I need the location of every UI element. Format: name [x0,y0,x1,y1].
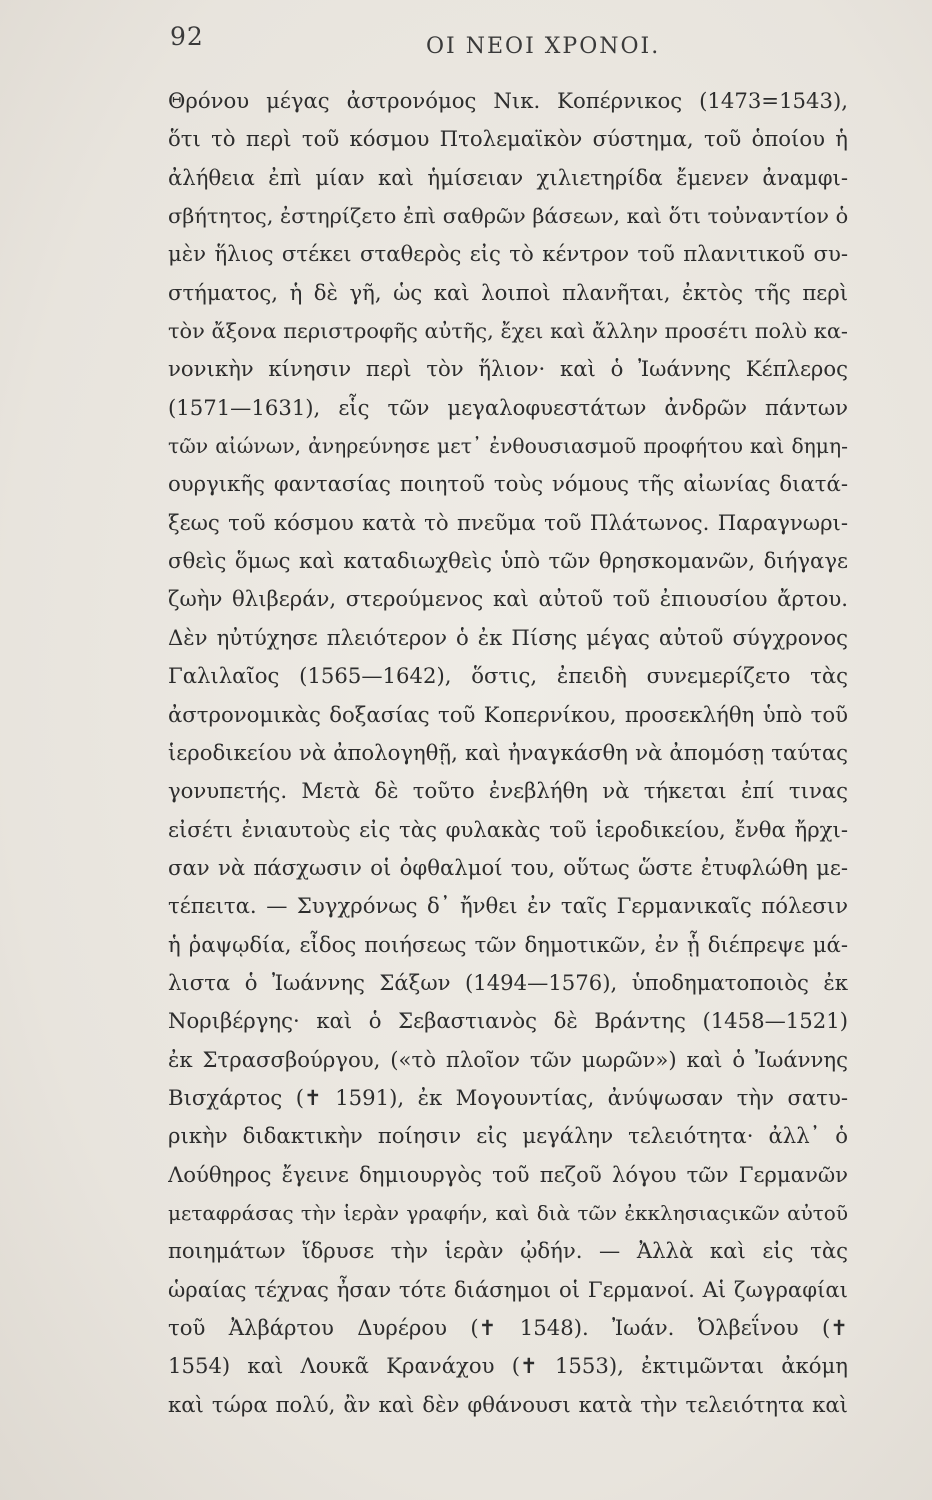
text-line: σαν νὰ πάσχωσιν οἱ ὀφθαλμοί του, οὕτως ὥστε ἐτυφλώθη με- [168,854,848,880]
text-line: στήματος, ἡ δὲ γῆ, ὡς καὶ λοιποὶ πλανῆται, ἐκτὸς τῆς περὶ [168,279,848,305]
page-number: 92 [170,22,204,51]
text-line: Θρόνου μέγας ἀστρονόμος Νικ. Κοπέρνικος (1473=1543), [168,88,848,113]
text-line: μεταφράσας τὴν ἱερὰν γραφήν, καὶ διὰ τῶν ἐκκλησιαςικῶν αὐτοῦ [168,1200,848,1225]
text-line: ἱεροδικείου νὰ ἀπολογηθῇ, καὶ ἠναγκάσθη νὰ ἀπομόσῃ ταύτας [168,739,848,765]
text-line: ἐκ Στρασσβούργου, («τὸ πλοῖον τῶν μωρῶν») καὶ ὁ Ἰωάννης [168,1046,848,1072]
text-line: σθεὶς ὅμως καὶ καταδιωχθεὶς ὑπὸ τῶν θρησκομανῶν, διήγαγε [168,548,848,574]
text-line: Νοριβέργης· καὶ ὁ Σεβαστιανὸς δὲ Βράντης (1458—1521) [168,1008,848,1034]
running-title: ΟΙ ΝΕΟΙ ΧΡΟΝΟΙ. [426,34,661,59]
text-line: τῶν αἰώνων, ἀνηρεύνησε μετ᾽ ἐνθουσιασμοῦ προφήτου καὶ δημη- [168,434,848,459]
text-line: ἀλήθεια ἐπὶ μίαν καὶ ἡμίσειαν χιλιετηρίδα ἔμενεν ἀναμφι- [168,164,848,190]
text-line: νονικὴν κίνησιν περὶ τὸν ἥλιον· καὶ ὁ Ἰωάννης Κέπλερος [168,356,848,382]
text-line: σβήτητος, ἐστηρίζετο ἐπὶ σαθρῶν βάσεων, καὶ ὅτι τοὐναντίον ὁ [168,204,848,229]
text-line: τοῦ Ἀλβάρτου Δυρέρου (✝ 1548). Ἰωάν. Ὀλβεΐνου (✝ [168,1315,848,1340]
text-line: ὡραίας τέχνας ἦσαν τότε διάσημοι οἱ Γερμανοί. Αἱ ζωγραφίαι [168,1276,848,1302]
text-line: Γαλιλαῖος (1565—1642), ὅστις, ἐπειδὴ συνεμερίζετο τὰς [168,663,848,689]
text-line: ρικὴν διδακτικὴν ποίησιν εἰς μεγάλην τελειότητα· ἀλλ᾽ ὁ [168,1123,848,1149]
text-line: ποιημάτων ἵδρυσε τὴν ἱερὰν ᾠδήν. — Ἀλλὰ καὶ εἰς τὰς [168,1238,848,1264]
text-line: μὲν ἥλιος στέκει σταθερὸς εἰς τὸ κέντρον τοῦ πλανιτικοῦ συ- [168,241,848,267]
text-line: εἰσέτι ἐνιαυτοὺς εἰς τὰς φυλακὰς τοῦ ἱεροδικείου, ἔνθα ἤρχι- [168,816,848,842]
text-line: τὸν ἄξονα περιστροφῆς αὐτῆς, ἔχει καὶ ἄλλην προσέτι πολὺ κα- [168,319,848,344]
body-text [168,82,848,1424]
text-line: ουργικῆς φαντασίας ποιητοῦ τοὺς νόμους τῆς αἰωνίας διατά- [168,471,848,497]
text-line: (1571—1631), εἷς τῶν μεγαλοφυεστάτων ἀνδρῶν πάντων [168,394,848,420]
text-line: ζωὴν θλιβεράν, στερούμενος καὶ αὐτοῦ τοῦ ἐπιουσίου ἄρτου. [168,586,848,612]
text-line: 1554) καὶ Λουκᾶ Κρανάχου (✝ 1553), ἐκτιμῶνται ἀκόμη [168,1353,848,1379]
text-line: ξεως τοῦ κόσμου κατὰ τὸ πνεῦμα τοῦ Πλάτωνος. Παραγνωρι- [168,509,848,535]
text-line: γονυπετής. Μετὰ δὲ τοῦτο ἐνεβλήθη νὰ τήκεται ἐπί τινας [168,778,848,804]
text-line: ἀστρονομικὰς δοξασίας τοῦ Κοπερνίκου, προσεκλήθη ὑπὸ τοῦ [168,701,848,727]
text-line: λιστα ὁ Ἰωάννης Σάξων (1494—1576), ὑποδηματοποιὸς ἐκ [168,969,848,995]
text-line: Βισχάρτος (✝ 1591), ἐκ Μογουντίας, ἀνύψωσαν τὴν σατυ- [168,1084,848,1110]
text-line: ἡ ῥαψῳδία, εἶδος ποιήσεως τῶν δημοτικῶν, ἐν ᾗ διέπρεψε μά- [168,931,848,957]
text-line: Λούθηρος ἔγεινε δημιουργὸς τοῦ πεζοῦ λόγου τῶν Γερμανῶν [168,1161,848,1187]
text-line: ὅτι τὸ περὶ τοῦ κόσμου Πτολεμαϊκὸν σύστημα, τοῦ ὁποίου ἡ [168,126,848,152]
text-line: τέπειτα. — Συγχρόνως δ᾽ ἤνθει ἐν ταῖς Γερμανικαῖς πόλεσιν [168,893,848,919]
page-header [170,22,870,72]
text-line: καὶ τώρα πολύ, ἂν καὶ δὲν φθάνουσι κατὰ τὴν τελειότητα καὶ [168,1391,848,1417]
text-line: Δὲν ηὐτύχησε πλειότερον ὁ ἐκ Πίσης μέγας αὐτοῦ σύγχρονος [168,624,848,650]
